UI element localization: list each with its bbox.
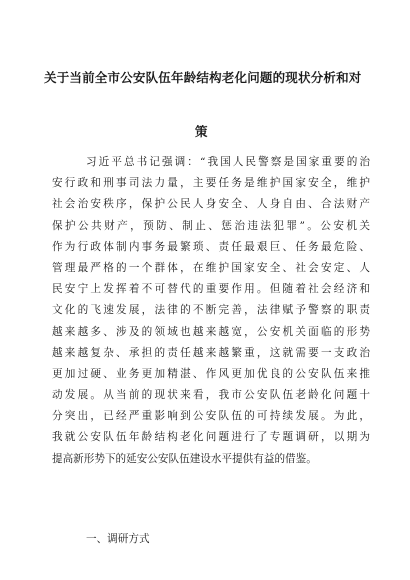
paragraph-line: 作为行政体制内事务最繁琐、责任最艰巨、任务最危险、 <box>52 240 370 253</box>
paragraph-line: 民安宁上发挥着不可替代的重要作用。但随着社会经济和 <box>52 283 370 296</box>
paragraph-line: 更加过硬、业务更加精湛、作风更加优良的公安队伍来推 <box>52 367 370 380</box>
paragraph-line: 文化的飞速发展，法律的不断完善，法律赋予警察的职责 <box>52 304 370 317</box>
document-title-line-2: 策 <box>195 124 208 139</box>
paragraph-line: 安行政和刑事司法力量，主要任务是维护国家安全，维护 <box>52 177 370 190</box>
paragraph-line: 管理最严格的一个群体，在维护国家安全、社会安定、人 <box>52 261 370 274</box>
paragraph-line: 保护公共财产，预防、制止、惩治违法犯罪”。公安机关 <box>52 219 370 232</box>
paragraph-line: 越来越复杂、承担的责任越来越繁重，这就需要一支政治 <box>52 346 370 359</box>
paragraph-line: 社会治安秩序，保护公民人身安全、人身自由、合法财产 <box>52 198 370 211</box>
document-title-line-1: 关于当前全市公安队伍年龄结构老化问题的现状分析和对 <box>44 70 362 85</box>
paragraph-line: 习近平总书记强调：“我国人民警察是国家重要的治 <box>86 156 370 168</box>
paragraph-line: 越来越多、涉及的领域也越来越宽，公安机关面临的形势 <box>52 325 370 338</box>
paragraph-line: 动发展。从当前的现状来看，我市公安队伍老龄化问题十 <box>52 389 370 402</box>
paragraph-line: 分突出，已经严重影响到公安队伍的可持续发展。为此， <box>52 410 370 423</box>
section-heading: 一、调研方式 <box>86 533 150 545</box>
paragraph-line: 提高新形势下的延安公安队伍建设水平提供有益的借鉴。 <box>52 452 317 465</box>
document-body <box>52 152 370 470</box>
paragraph-line: 我就公安队伍年龄结构老化问题进行了专题调研，以期为 <box>52 431 370 444</box>
